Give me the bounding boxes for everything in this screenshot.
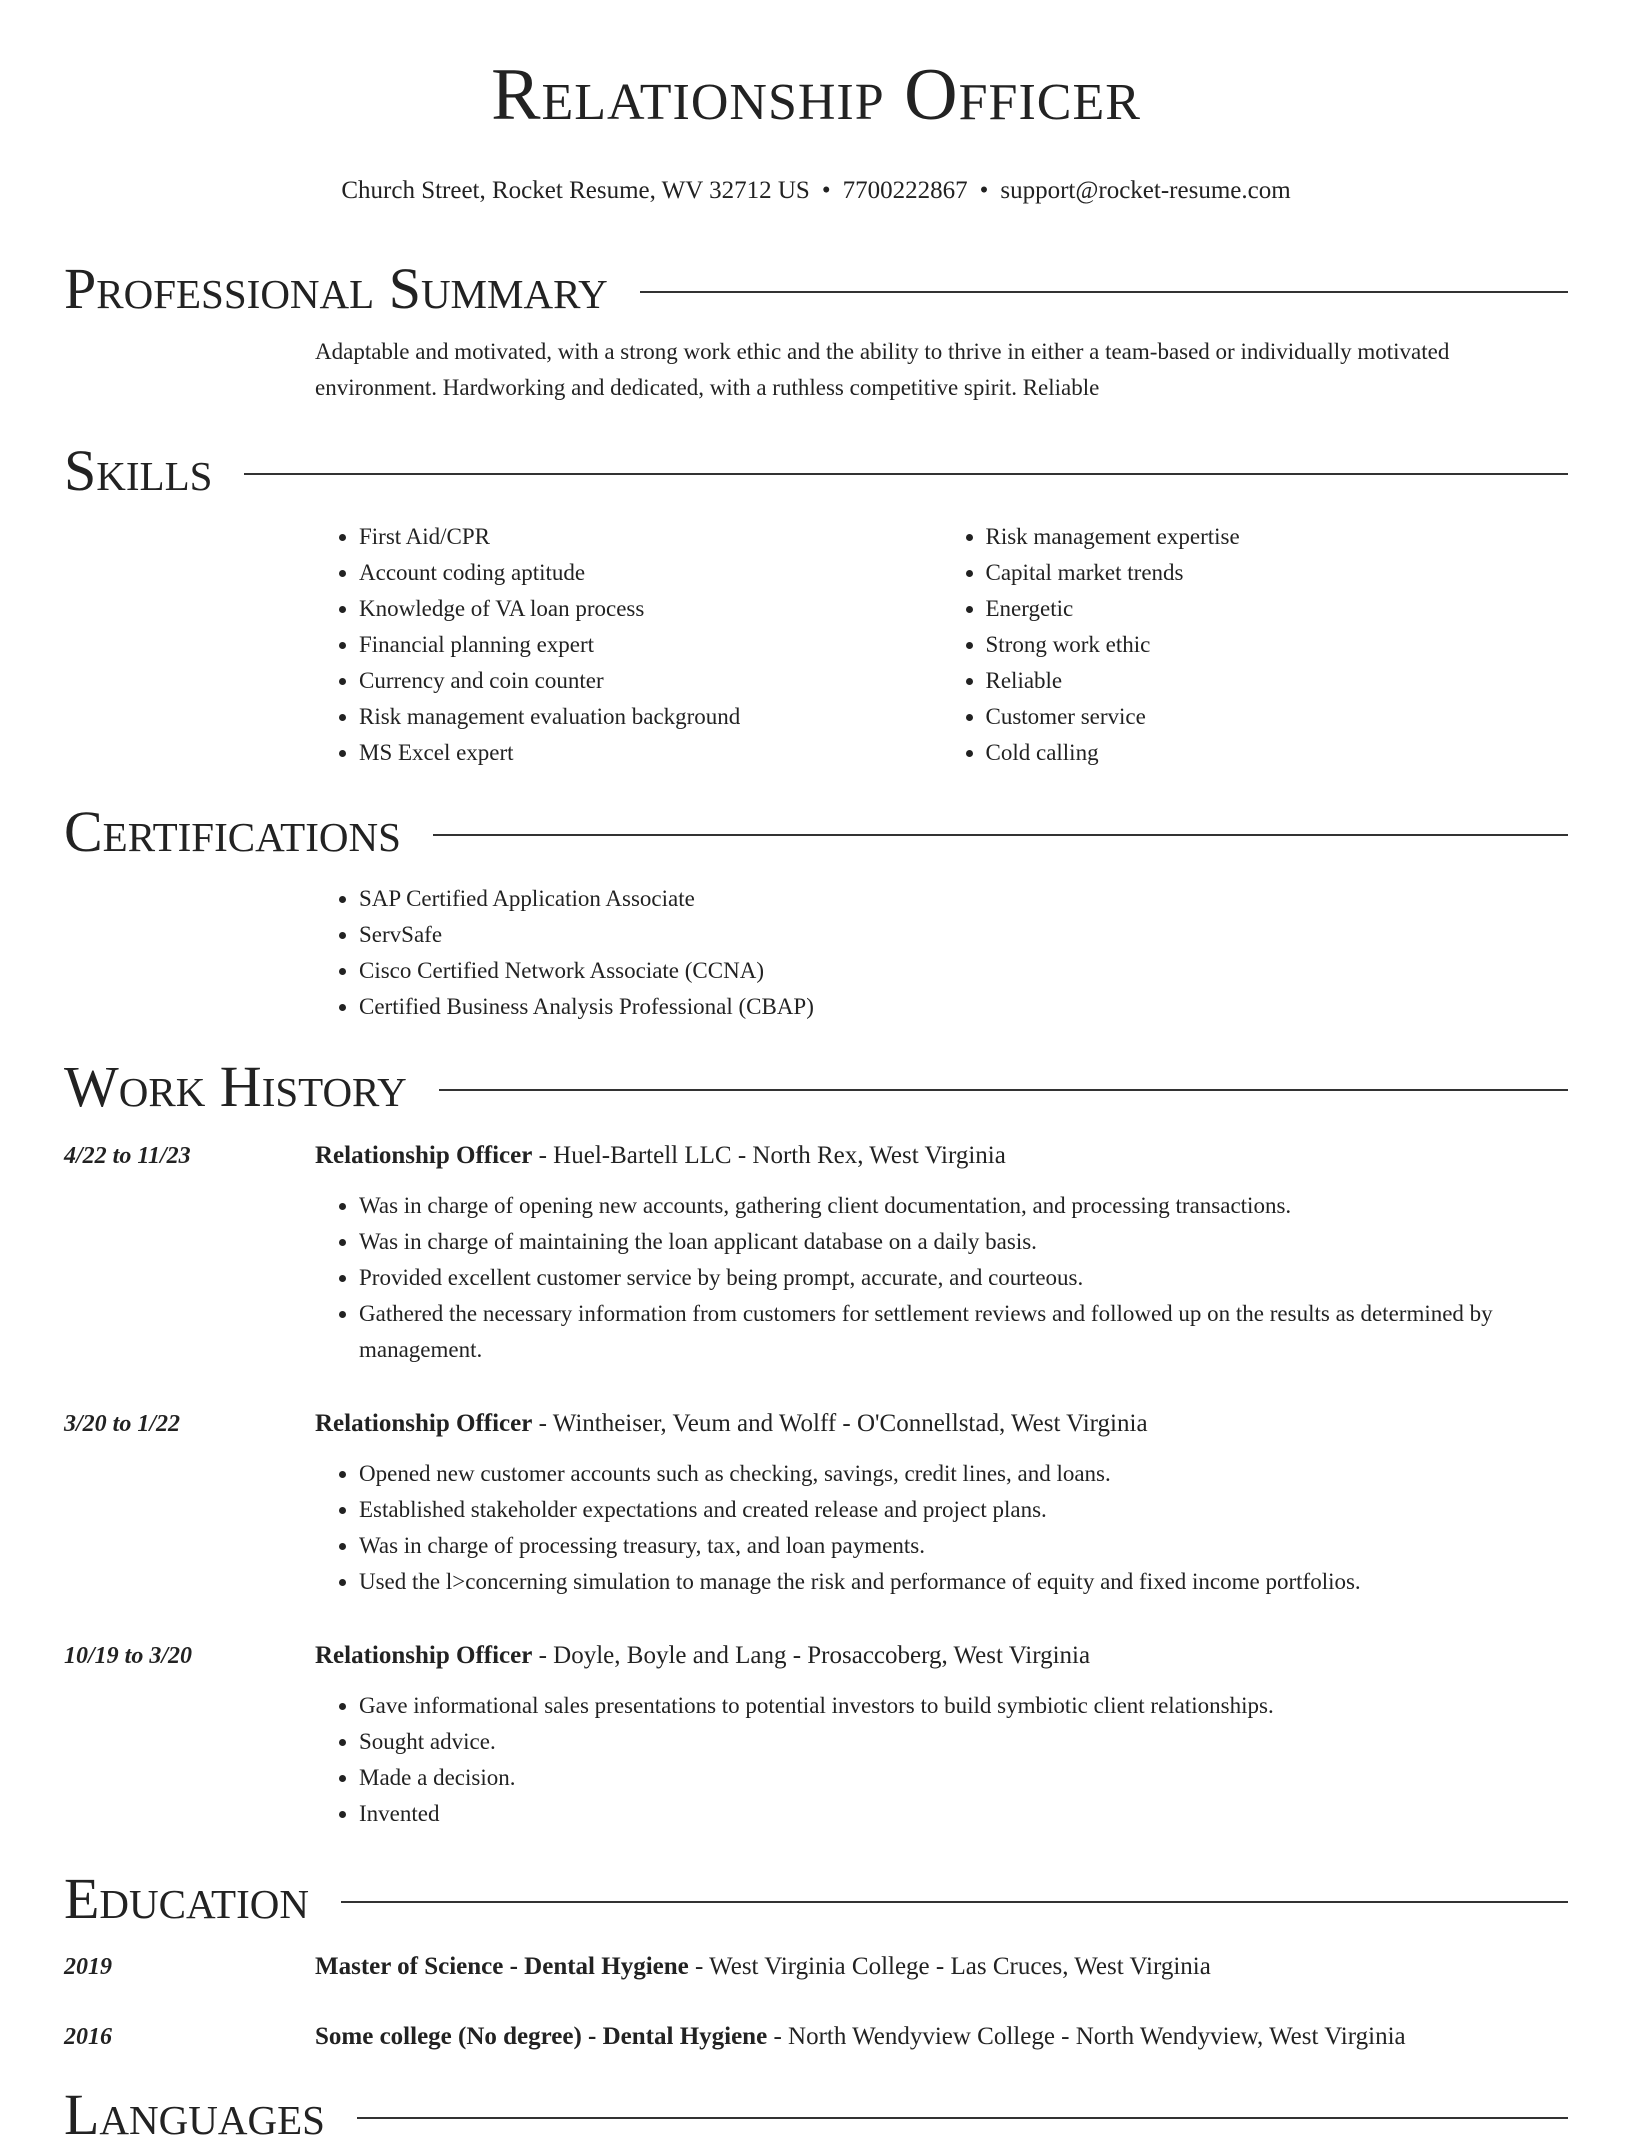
skill-item: • Risk management evaluation background [359,699,942,735]
skill-item: • Currency and coin counter [359,663,942,699]
section-divider [640,291,1568,293]
certification-item: • SAP Certified Application Associate [359,881,1568,917]
skills-section-header [64,438,1568,503]
languages-heading: Languages [64,2082,325,2147]
contact-phone: 7700222867 [842,177,968,204]
education-line [315,1949,1568,1985]
education-degree: Master of Science - Dental Hygiene [315,1953,689,1980]
skills-left-column [315,519,942,771]
job-title-line [315,1138,1568,1174]
education-date: 2019 [64,1954,112,1980]
job-bullet: • Opened new customer accounts such as checking, savings, credit lines, and loans. [359,1456,1568,1492]
skill-item: • Strong work ethic [986,627,1569,663]
job-date: 10/19 to 3/20 [64,1643,193,1669]
contact-separator: • [821,177,831,204]
skill-item: • Capital market trends [986,555,1569,591]
skill-item: • Energetic [986,591,1569,627]
skill-item: • MS Excel expert [359,735,942,771]
section-divider [244,473,1568,475]
certifications-heading: Certifications [64,799,401,864]
skills-list [315,519,1568,771]
job-bullet: • Made a decision. [359,1760,1568,1796]
job-title-line [315,1638,1568,1674]
job-entry [64,1638,1568,1832]
job-bullet: • Was in charge of processing treasury, tax, and loan payments. [359,1528,1568,1564]
education-degree: Some college (No degree) - Dental Hygiene [315,2023,768,2050]
job-title: Relationship Officer [315,1642,533,1669]
education-entry [64,2019,1568,2055]
job-bullets [315,1188,1568,1368]
summary-heading: Professional Summary [64,256,608,321]
contact-address: Church Street, Rocket Resume, WV 32712 US [341,177,810,204]
job-title: Relationship Officer [315,1410,533,1437]
skill-item: • Knowledge of VA loan process [359,591,942,627]
education-line [315,2019,1568,2055]
candidate-name: Relationship Officer [491,54,1141,136]
skills-heading: Skills [64,438,213,503]
job-bullet: • Was in charge of maintaining the loan applicant database on a daily basis. [359,1224,1568,1260]
job-employer: - Huel-Bartell LLC - North Rex, West Virginia [532,1142,1006,1169]
job-date: 4/22 to 11/23 [64,1143,191,1169]
education-school: - West Virginia College - Las Cruces, West Virginia [688,1953,1211,1980]
contact-separator: • [979,177,989,204]
certification-item: • Certified Business Analysis Professional (CBAP) [359,989,1568,1025]
work-heading: Work History [64,1054,407,1119]
job-entry [64,1138,1568,1368]
job-bullet: • Established stakeholder expectations and created release and project plans. [359,1492,1568,1528]
education-entry [64,1949,1568,1985]
certification-item: • ServSafe [359,917,1568,953]
skill-item: • Account coding aptitude [359,555,942,591]
education-school: - North Wendyview College - North Wendyview, West Virginia [767,2023,1406,2050]
education-date: 2016 [64,2024,112,2050]
skill-item: • Risk management expertise [986,519,1569,555]
job-bullet: • Provided excellent customer service by being prompt, accurate, and courteous. [359,1260,1568,1296]
certifications-section-header [64,799,1568,864]
skills-right-column [942,519,1569,771]
job-bullet: • Was in charge of opening new accounts, gathering client documentation, and processing transactions. [359,1188,1568,1224]
job-bullet: • Used the l>concerning simulation to manage the risk and performance of equity and fixed income portfolios. [359,1564,1568,1600]
job-bullet: • Invented [359,1796,1568,1832]
summary-section-header [64,256,1568,321]
certifications-list [315,881,1568,1025]
section-divider [341,1901,1568,1903]
skill-item: • Financial planning expert [359,627,942,663]
section-divider [433,834,1568,836]
contact-email[interactable]: support@rocket-resume.com [1000,177,1291,204]
education-section-header [64,1866,1568,1931]
job-bullets [315,1688,1568,1832]
skill-item: • First Aid/CPR [359,519,942,555]
section-divider [357,2117,1568,2119]
job-title: Relationship Officer [315,1142,533,1169]
job-employer: - Doyle, Boyle and Lang - Prosaccoberg, West Virginia [532,1642,1091,1669]
job-employer: - Wintheiser, Veum and Wolff - O'Connellstad, West Virginia [532,1410,1148,1437]
skill-item: • Reliable [986,663,1569,699]
certification-item: • Cisco Certified Network Associate (CCNA) [359,953,1568,989]
summary-text: Adaptable and motivated, with a strong work ethic and the ability to thrive in either a team-based or individually motivated environment. Hardworking and dedicated, with a ruthless competitive spirit. Reliable [315,339,1450,400]
section-divider [439,1089,1568,1091]
education-heading: Education [64,1866,309,1931]
job-bullet: • Gave informational sales presentations to potential investors to build symbiotic client relationships. [359,1688,1568,1724]
job-bullet: • Gathered the necessary information from customers for settlement reviews and followed up on the results as determined by management. [359,1296,1568,1368]
skill-item: • Cold calling [986,735,1569,771]
job-bullets [315,1456,1568,1600]
job-date: 3/20 to 1/22 [64,1411,181,1437]
languages-section-header [64,2082,1568,2147]
job-bullet: • Sought advice. [359,1724,1568,1760]
contact-line [0,176,1632,206]
job-entry [64,1406,1568,1600]
job-title-line [315,1406,1568,1442]
work-section-header [64,1054,1568,1119]
skill-item: • Customer service [986,699,1569,735]
